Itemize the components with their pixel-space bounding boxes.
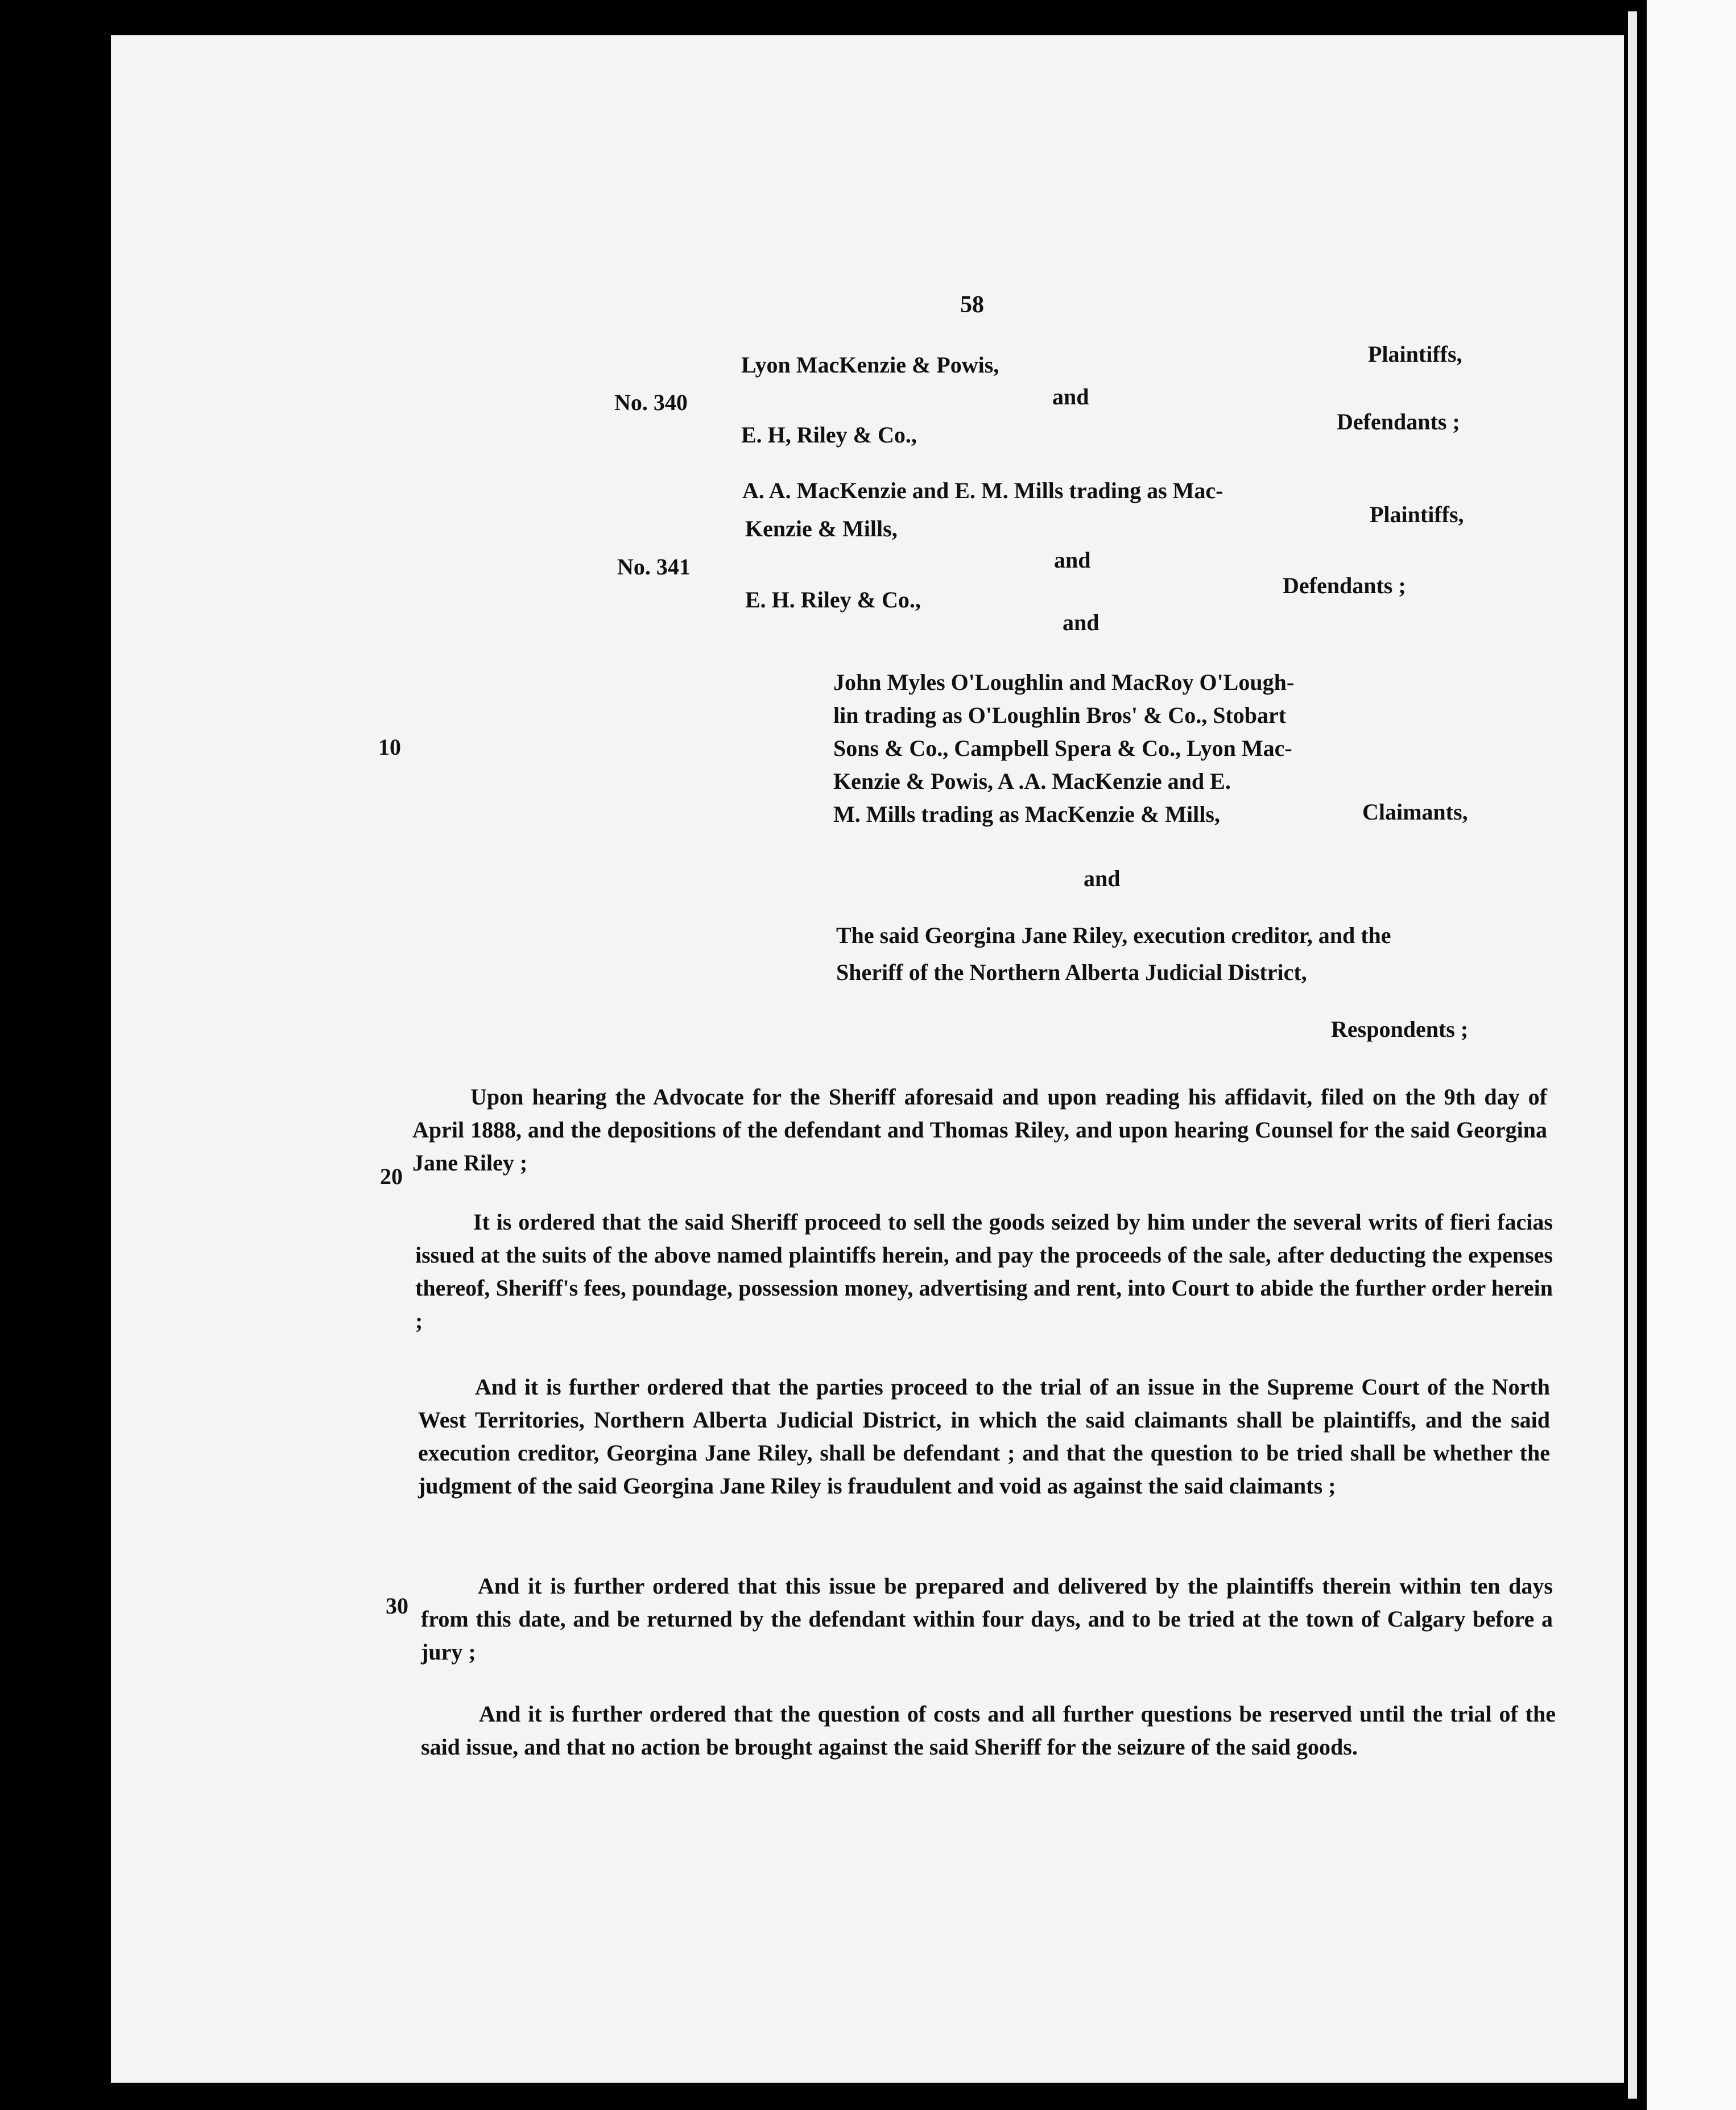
case-341-number: No. 341 [617,554,691,580]
paragraph-1: Upon hearing the Advocate for the Sheriff aforesaid and upon reading his affidavit, filed on the 9th day of April 1888, and the depositions of the defendant and Thomas Riley, and upon hearing Counsel for the said Georgina Jane Riley ; [412,1084,1547,1176]
claimants-line-4: Kenzie & Powis, A .A. MacKenzie and E. [833,768,1231,794]
case-340-defendants: E. H, Riley & Co., [741,422,917,448]
line-number-10: 10 [378,734,401,760]
claimants-role: Claimants, [1362,799,1468,825]
claimants-line-3: Sons & Co., Campbell Spera & Co., Lyon Mac- [833,735,1292,761]
line-number-20: 20 [380,1164,403,1189]
case-341-and: and [1054,547,1091,573]
paragraph-5: And it is further ordered that the question of costs and all further questions be reserved until the trial of the said issue, and that no action be brought against the said Sheriff for the seizure of the said goods. [421,1701,1556,1760]
case-341-and-2: and [1063,610,1100,635]
page-number: 58 [960,292,984,318]
case-340-plaintiffs: Lyon MacKenzie & Powis, [741,352,999,378]
claimants-line-1: John Myles O'Loughlin and MacRoy O'Lough- [833,669,1295,695]
case-340-role-defendants: Defendants ; [1337,409,1460,435]
page-gutter [1628,11,1637,2099]
case-341-defendants: E. H. Riley & Co., [745,587,921,613]
case-341-plaintiffs-line1: A. A. MacKenzie and E. M. Mills trading as Mac- [742,478,1224,503]
adjacent-page-edge [1647,0,1736,2110]
and-3: and [1084,866,1121,891]
respondents-line-1: The said Georgina Jane Riley, execution creditor, and the [836,922,1391,948]
case-341-role-plaintiffs: Plaintiffs, [1370,502,1464,527]
case-341-role-defendants: Defendants ; [1283,573,1406,598]
line-number-30: 30 [386,1593,408,1619]
respondents-role: Respondents ; [1331,1016,1469,1042]
case-340-and: and [1052,384,1089,409]
claimants-line-2: lin trading as O'Loughlin Bros' & Co., Stobart [833,702,1287,728]
paragraph-3: And it is further ordered that the parties proceed to the trial of an issue in the Supreme Court of the North West Territories, Northern Alberta Judicial District, in which the said claimants shall be plaintiffs, and the said execution creditor, Georgina Jane Riley, shall be defendant ; and that the question to be tried shall be whether the judgment of the said Georgina Jane Riley is fraudulent and void as against the said claimants ; [418,1374,1550,1499]
case-341-plaintiffs-line2: Kenzie & Mills, [745,516,898,541]
claimants-line-5: M. Mills trading as MacKenzie & Mills, [833,801,1220,827]
case-340-role-plaintiffs: Plaintiffs, [1368,341,1462,367]
paragraph-4: And it is further ordered that this issue be prepared and delivered by the plaintiffs therein within ten days from this date, and be returned by the defendant within four days, and to be tried at the town of Calgary before a jury ; [421,1573,1553,1665]
case-340-number: No. 340 [614,390,688,415]
respondents-line-2: Sheriff of the Northern Alberta Judicial District, [836,959,1307,985]
paragraph-2: It is ordered that the said Sheriff proceed to sell the goods seized by him under the several writs of fieri facias issued at the suits of the above named plaintiffs herein, and pay the proceeds of the sale, after deducting the expenses thereof, Sheriff's fees, poundage, possession money, advertising and rent, into Court to abide the further order herein ; [415,1209,1553,1334]
